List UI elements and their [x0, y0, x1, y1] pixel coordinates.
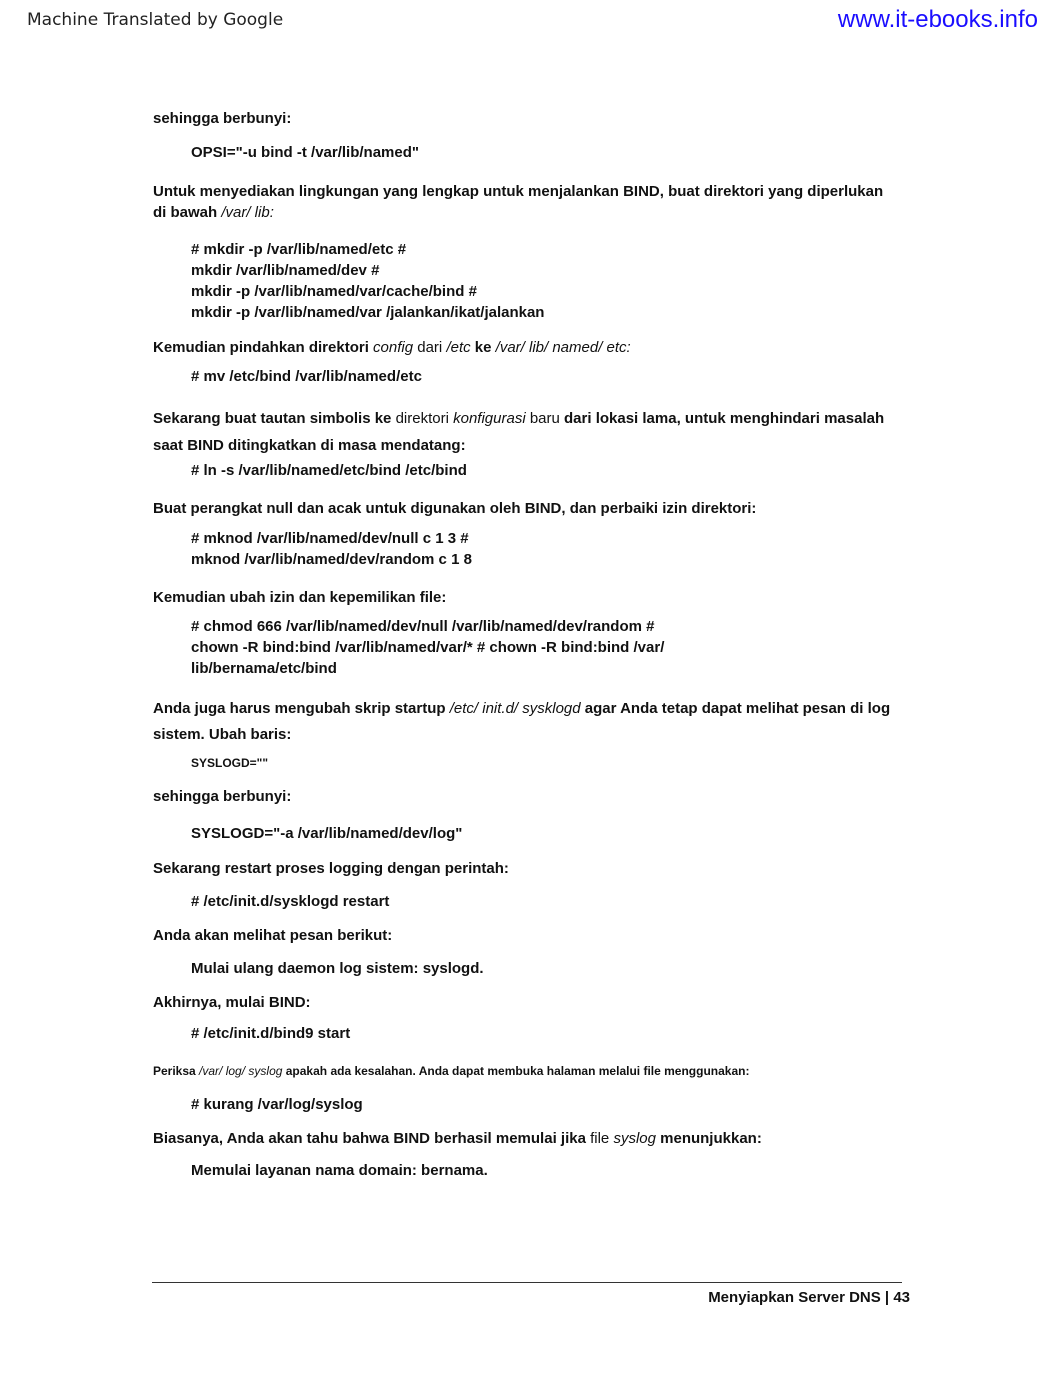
footer-rule: [152, 1282, 902, 1283]
code-line: mknod /var/lib/named/dev/random c 1 8: [191, 551, 472, 568]
paragraph: Buat perangkat null dan acak untuk digunakan oleh BIND, dan perbaiki izin direktori:: [153, 500, 757, 517]
code-line: OPSI="-u bind -t /var/lib/named": [191, 144, 420, 161]
paragraph: Anda akan melihat pesan berikut:: [153, 927, 393, 944]
paragraph: Sekarang buat tautan simbolis ke direktori konfigurasi baru dari lokasi lama, untuk menghindari masalah saat BIND ditingkatkan di masa mendatang:: [153, 410, 885, 454]
paragraph: Periksa /var/ log/ syslog apakah ada kesalahan. Anda dapat membuka halaman melalui file menggunakan:: [153, 1064, 750, 1078]
site-link[interactable]: www.it-ebooks.info: [837, 6, 1038, 33]
code-line: SYSLOGD="": [191, 756, 269, 770]
code-line: # mknod /var/lib/named/dev/null c 1 3 #: [191, 530, 469, 547]
paragraph: sehingga berbunyi:: [153, 788, 292, 805]
code-line: SYSLOGD="-a /var/lib/named/dev/log": [191, 825, 463, 842]
path-text: /etc/ init.d/ sysklogd: [449, 700, 581, 717]
path-text: /var/ lib:: [221, 204, 274, 221]
code-line: lib/bernama/etc/bind: [191, 660, 337, 677]
machine-translated-label: Machine Translated by Google: [27, 10, 284, 30]
page-number: 43: [893, 1289, 910, 1306]
code-line: # ln -s /var/lib/named/etc/bind /etc/bind: [191, 462, 467, 479]
code-line: Memulai layanan nama domain: bernama.: [191, 1162, 488, 1179]
path-text: /var/ log/ syslog: [199, 1064, 283, 1078]
code-line: chown -R bind:bind /var/lib/named/var/* # chown -R bind:bind /var/: [191, 639, 665, 656]
paragraph: Kemudian pindahkan direktori config dari /etc ke /var/ lib/ named/ etc:: [153, 339, 631, 356]
code-line: # mkdir -p /var/lib/named/etc #: [191, 241, 407, 258]
paragraph: Sekarang restart proses logging dengan perintah:: [153, 860, 509, 877]
code-line: # /etc/init.d/bind9 start: [191, 1025, 351, 1042]
code-line: mkdir /var/lib/named/dev #: [191, 262, 380, 279]
code-line: # kurang /var/log/syslog: [191, 1096, 363, 1113]
code-block: [191, 528, 891, 570]
code-line: mkdir -p /var/lib/named/var/cache/bind #: [191, 283, 477, 300]
code-line: # /etc/init.d/sysklogd restart: [191, 893, 390, 910]
code-block: [191, 616, 891, 679]
code-block: [191, 239, 891, 323]
paragraph: Akhirnya, mulai BIND:: [153, 994, 311, 1011]
code-line: # mv /etc/bind /var/lib/named/etc: [191, 368, 422, 385]
chapter-title: Menyiapkan Server DNS: [708, 1289, 881, 1306]
code-line: mkdir -p /var/lib/named/var /jalankan/ikat/jalankan: [191, 304, 545, 321]
code-line: Mulai ulang daemon log sistem: syslogd.: [191, 960, 484, 977]
paragraph: Kemudian ubah izin dan kepemilikan file:: [153, 589, 447, 606]
paragraph: Anda juga harus mengubah skrip startup /etc/ init.d/ sysklogd agar Anda tetap dapat melihat pesan di log sistem. Ubah baris:: [153, 700, 891, 743]
paragraph: Untuk menyediakan lingkungan yang lengkap untuk menjalankan BIND, buat direktori yang diperlukan di bawah /var/ lib:: [153, 183, 884, 221]
page-footer: Menyiapkan Server DNS | 43: [708, 1289, 910, 1306]
code-line: # chmod 666 /var/lib/named/dev/null /var/lib/named/dev/random #: [191, 618, 655, 635]
paragraph: sehingga berbunyi:: [153, 110, 292, 127]
paragraph: Biasanya, Anda akan tahu bahwa BIND berhasil memulai jika file syslog menunjukkan:: [153, 1130, 762, 1147]
